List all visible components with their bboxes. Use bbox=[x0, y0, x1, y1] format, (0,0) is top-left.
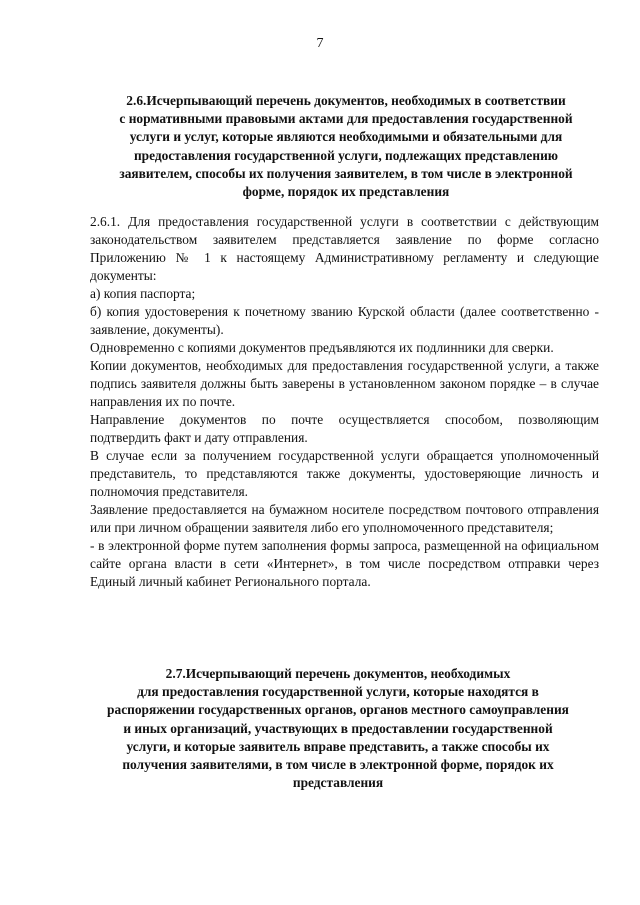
heading-line: услуги и услуг, которые являются необходимыми и обязательными для bbox=[129, 129, 563, 145]
section-2-6-heading bbox=[76, 92, 616, 201]
page-number: 7 bbox=[316, 36, 324, 51]
heading-line: и иных организаций, участвующих в предоставлении государственной bbox=[123, 720, 553, 736]
heading-line: заявителем, способы их получения заявителем, в том числе в электронной bbox=[119, 165, 573, 181]
section-2-6-body bbox=[90, 213, 599, 591]
paragraph-paper-submission: Заявление предоставляется на бумажном носителе посредством почтового отправления или при личном обращении заявителя либо его уполномоченного представителя; bbox=[90, 502, 599, 535]
paragraph-electronic-submission: - в электронной форме путем заполнения формы запроса, размещенной на официальном сайте органа власти в сети «Интернет», в том числе посредством отправки через Единый личный кабинет Регионального портала. bbox=[90, 538, 599, 589]
heading-line: представления bbox=[292, 775, 384, 791]
section-2-7-heading bbox=[70, 665, 606, 792]
list-item-passport: а) копия паспорта; bbox=[90, 286, 196, 301]
heading-line: распоряжении государственных органов, органов местного самоуправления bbox=[107, 702, 569, 718]
heading-line: для предоставления государственной услуги, которые находятся в bbox=[137, 684, 539, 700]
paragraph-representative: В случае если за получением государственной услуги обращается уполномоченный представитель, то представляются также документы, удостоверяющие личность и полномочия представителя. bbox=[90, 448, 599, 499]
heading-line: услуги, и которые заявитель вправе представить, а также способы их bbox=[126, 738, 550, 754]
paragraph-mail: Направление документов по почте осуществляется способом, позволяющим подтвердить факт и дату отправления. bbox=[90, 412, 599, 445]
heading-line: получения заявителями, в том числе в электронной форме, порядок их bbox=[122, 757, 554, 773]
heading-line: 2.7.Исчерпывающий перечень документов, необходимых bbox=[165, 666, 511, 681]
heading-line: форме, порядок их представления bbox=[242, 184, 450, 200]
heading-line: с нормативными правовыми актами для предоставления государственной bbox=[119, 111, 573, 127]
list-item-certificate: б) копия удостоверения к почетному званию Курской области (далее соответственно - заявление, документы). bbox=[90, 304, 599, 337]
paragraph-originals: Одновременно с копиями документов предъявляются их подлинники для сверки. bbox=[90, 340, 554, 355]
heading-line: предоставления государственной услуги, подлежащих представлению bbox=[133, 147, 559, 163]
paragraph-copies: Копии документов, необходимых для предоставления государственной услуги, а также подпись заявителя должны быть заверены в установленном законом порядке – в случае направления их по почте. bbox=[90, 358, 599, 409]
paragraph-2-6-1: 2.6.1. Для предоставления государственной услуги в соответствии с действующим законодательством заявителем представляется заявление по форме согласно Приложению № 1 к настоящему Административному регламенту и следующие документы: bbox=[90, 214, 599, 283]
heading-line: 2.6.Исчерпывающий перечень документов, необходимых в соответствии bbox=[126, 93, 566, 108]
